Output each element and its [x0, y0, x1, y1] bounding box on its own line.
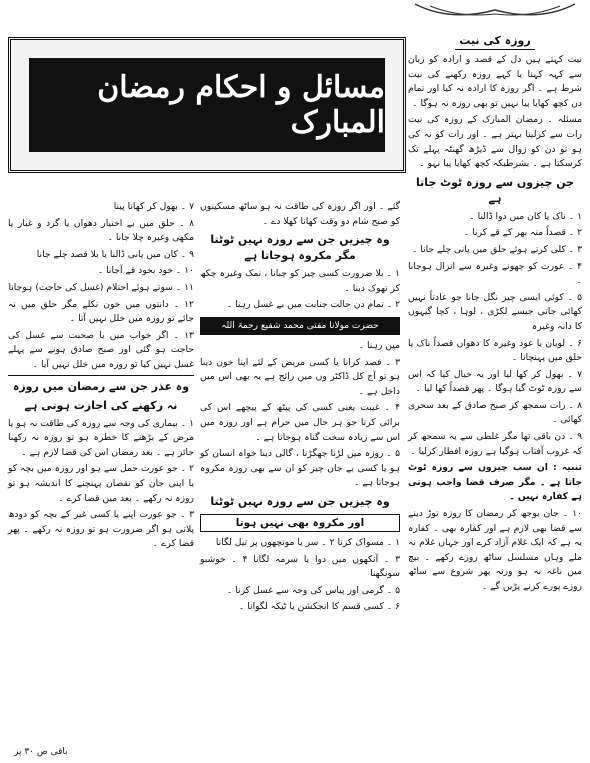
- list-item: ۲ ۔ تمام دن حالت جنابت میں بے غسل رہنا ۔: [226, 299, 400, 311]
- continued-note: باقی ص ۳۰ پر: [14, 747, 68, 757]
- list-item: ۱ ۔ مسواک کرنا ۲ ۔ سر یا مونچھوں پر تیل لگانا: [215, 536, 400, 548]
- heading-permitted: وہ چیزیں جن سے روزہ نہیں ٹوٹتا: [210, 494, 390, 508]
- author-byline: حضرت مولانا مفتی محمد شفیع رحمۃ اللہ: [200, 317, 400, 335]
- note: تنبیہ : ان سب چیزوں سے روزہ ٹوٹ جاتا ہے ۔ مگر صرف قضا واجب ہوتی ہے کفارہ نہیں ۔: [408, 462, 582, 503]
- paragraph: گئے ۔ اور اگر روزہ کی طاقت نہ ہو ساٹھ مسکینوں کو صبح شام دو وقت کھانا کھلا دے ۔: [200, 201, 400, 227]
- list-item: ۱۲ ۔ دانتوں میں خون نکلے مگر حلق میں نہ جائے تو روزہ میں خلل نہیں آتا ۔: [8, 298, 194, 325]
- ornament-icon: [410, 0, 580, 26]
- heading-niyyat: روزہ کی نیت: [455, 33, 534, 50]
- heading-exemptions-sub: نہ رکھنے کی اجازت ہوتی ہے: [24, 398, 178, 412]
- paragraph: ۳ ۔ جو عورت اپنے یا کسی غیر کے بچہ کو دودھ پلاتی ہو اگر ضرورت ہو تو روزہ نہ رکھے ۔ پھر قضا کرے ۔: [8, 509, 194, 550]
- list-item: ۵ ۔ گرمی اور پیاس کی وجہ سے غسل کرنا ۔: [226, 584, 400, 596]
- title-banner: [8, 37, 406, 173]
- list-item: ۳ ۔ فصد کرانا یا کسی مریض کے لئے اپنا خون دینا ہو تو آج کل ڈاکٹر وں میں رائج ہے یہ بھی اس میں داخل ہے ۔: [200, 356, 400, 397]
- list-item: ۵ ۔ روزہ میں لڑنا جھگڑنا ، گالی دینا خواہ انسان کو ہو یا کسی بے جان چیز کو ان سے بھی روزہ مکروہ ہوجاتا ہے ۔: [200, 448, 400, 489]
- list-item: ۹ ۔ دن باقی تھا مگر غلطی سے یہ سمجھ کر کہ غروب آفتاب ہوگیا ہے روزہ افطار کرلیا ۔: [408, 431, 582, 457]
- list-item: ۱ ۔ ناک یا کان میں دوا ڈالنا ۔: [469, 210, 582, 222]
- list-item: ۱۰ ۔ جان بوجھ کر رمضان کا روزہ توڑ دینے سے قضا بھی لازم ہے اور کفارہ بھی ۔ کفارہ یہ ہے کہ ایک غلام آزاد کرے اور جہاں غلام نہ ملے وہاں مسلسل ساٹھ روزے رکھے ۔ بیچ میں ناغہ نہ ہو ورنہ پھر شروع سے ساٹھ روزے پورے کرنے پڑیں گے ۔: [408, 508, 582, 592]
- list-item: ۴ ۔ غیبت یعنی کسی کی پیٹھ کے پیچھے اس کی برائی کرنا جو ہر حال میں حرام ہے اور روزہ میں اس سے زیادہ سخت گناہ ہوجاتا ہے ۔: [200, 402, 400, 443]
- list-item: ۱۱ ۔ سوتے ہوئے احتلام (غسل کی حاجت) ہوجانا: [8, 281, 194, 293]
- list-item: ۶ ۔ کسی قسم کا انجکشن یا ٹیکہ لگوانا ۔: [238, 601, 400, 613]
- list-item: ۹ ۔ کان میں پانی ڈالنا یا بلا قصد چلے جانا: [36, 248, 194, 260]
- right-column: [408, 30, 582, 597]
- middle-column: [200, 200, 400, 617]
- list-item: ۸ ۔ حلق میں بے اختیار دھواں یا گرد و غبار یا مکھی وغیرہ چلا جانا ۔: [8, 217, 194, 244]
- list-item: ۲ ۔ قصداً منہ بھر کے قے کرنا ۔: [463, 227, 582, 239]
- paragraph: ۱ ۔ بیماری کی وجہ سے روزہ کی طاقت نہ ہو یا مرض کے بڑھنے کا خطرہ ہو تو روزہ نہ رکھنا جائز ہے ۔ بعد رمضان اس کی قضا لازم ہے ۔: [8, 417, 194, 458]
- list-item: ۳ ۔ کلی کرتے ہوئے حلق میں پانی چلے جانا ۔: [411, 243, 582, 255]
- list-item: ۱ ۔ بلا ضرورت کسی چیز کو چبانا ، نمک وغیرہ چکھ کر تھوک دینا ۔: [200, 268, 400, 294]
- list-item: ۷ ۔ بھول کر کھانا پینا: [113, 201, 194, 212]
- divider: [8, 375, 194, 376]
- list-item: ۵ ۔ کوئی ایسی چیز نگل جانا جو عادتاً نہیں کھائی جاتی جیسے لکڑی ، لوہا ، کچا گیہوں کا دانہ وغیرہ: [408, 291, 582, 332]
- list-item: ۴ ۔ عورت کو چھونے وغیرہ سے انزال ہوجانا ۔: [408, 260, 582, 287]
- paragraph: نیت کہتے ہیں دل کے قصد و ارادہ کو زبان سے کہہ کہنا یا کہے روزہ رکھنے کی نیت شرط ہے ۔ اگر روزہ کا ارادہ نہ کیا اور تمام دن کچھ کھایا پیا نہیں تو بھی روزہ نہ ہوگا ۔: [408, 54, 582, 109]
- banner-title: مسائل و احکام رمضان المبارک: [97, 70, 385, 140]
- list-item: ۳ ۔ آنکھوں میں دوا یا سرمہ لگانا ۴ ۔ خوشبو سونگھنا: [200, 553, 400, 580]
- left-column: [8, 200, 194, 554]
- paragraph: ۲ ۔ جو عورت حمل سے ہو اور روزہ میں بچہ کو یا اپنی جان کو نقصان پہنچنے کا اندیشہ ہو تو روزہ نہ رکھے ۔ بعد میں قضا کرے ۔: [8, 463, 194, 504]
- list-item: ۱۰ ۔ خود بخود قے آجانا ۔: [97, 265, 194, 277]
- heading-permitted-sub: اور مکروہ بھی نہیں ہوتا: [200, 514, 400, 532]
- list-item: ۸ ۔ رات سمجھ کر صبح صادق کے بعد سحری کھائی ۔: [408, 399, 582, 426]
- paragraph: مسئلہ ۔ رمضان المبارک کے روزہ کی نیت رات سے کرلینا بہتر ہے ۔ اور رات کو نہ کی ہو تو دن کو زوال سے ڈیڑھ گھنٹہ پہلے تک کرسکتا ہے ۔ بشرطیکہ کچھ کھایا پیا نہو ۔: [408, 114, 582, 170]
- list-item: ۶ ۔ لوبان یا عود وغیرہ کا دھواں قصداً ناک یا حلق میں پہنچانا ۔: [408, 337, 582, 364]
- heading-exemptions: وہ عذر جن سے رمضان میں روزہ: [12, 379, 190, 393]
- title-banner-inner: [29, 58, 385, 152]
- heading-makruh: وہ چیزیں جن سے روزہ نہیں ٹوٹتا مگر مکروہ ہوجاتا ہے: [210, 233, 390, 263]
- heading-breakers: جن چیزوں سے روزہ ٹوٹ جاتا ہے: [415, 175, 575, 205]
- list-item: ۷ ۔ بھول کر کھا لیا اور یہ خیال کیا کہ اس سے روزہ ٹوٹ گیا ہوگا ۔ پھر قصداً کھا لیا ۔: [408, 368, 582, 395]
- list-item: میں رہنا ۔: [358, 339, 400, 351]
- list-item: ۱۳ ۔ اگر خواب میں یا صحبت سے غسل کی حاجت ہو گئی اور صبح صادق ہونے سے پہلے غسل نہیں کیا تو روزہ میں خلل نہیں آیا ۔: [8, 329, 194, 370]
